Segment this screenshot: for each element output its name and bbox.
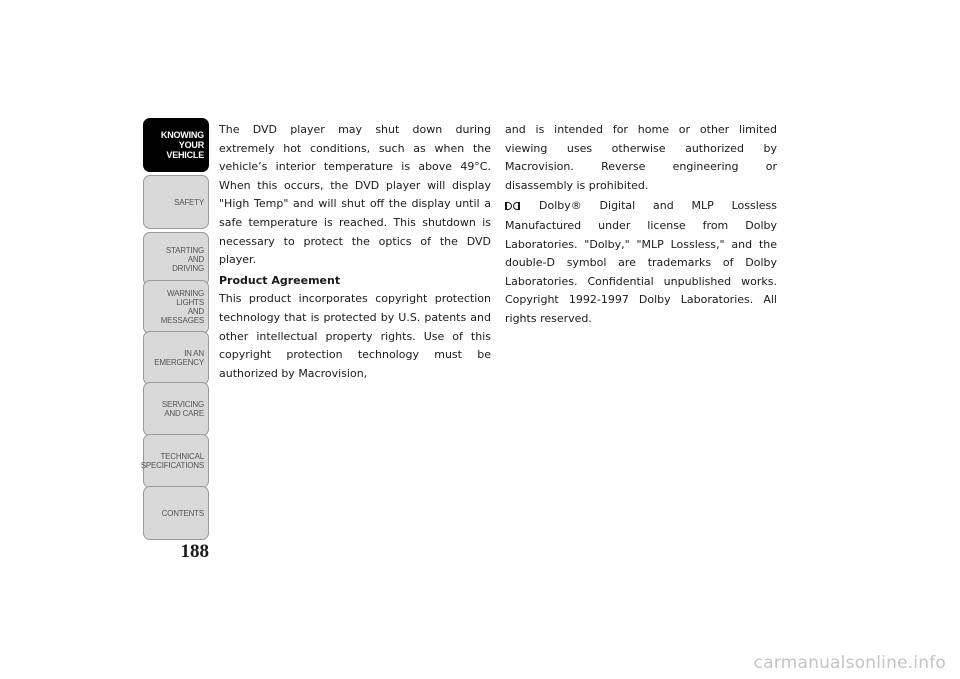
product-agreement-heading: Product Agreement — [219, 273, 341, 287]
tab-safety[interactable] — [143, 175, 209, 229]
tab-starting-and-driving[interactable] — [143, 232, 209, 286]
left-column — [219, 121, 491, 385]
tab-label: TECHNICAL SPECIFICATIONS — [140, 452, 204, 470]
tab-in-an-emergency[interactable] — [143, 331, 209, 385]
tab-knowing-your-vehicle[interactable] — [143, 118, 209, 172]
product-agreement-paragraph: This product incorporates copyright protection technology that is protected by U.S. patents and other intellectual property rights. Use of this copyright protection technology must be authorized by Macrovision, — [219, 292, 491, 380]
tab-label: SERVICING AND CARE — [161, 400, 204, 418]
tab-technical-specifications[interactable] — [140, 434, 209, 488]
dolby-double-d-icon — [505, 198, 521, 217]
tab-label: IN AN EMERGENCY — [154, 349, 204, 367]
tab-label: CONTENTS — [161, 508, 204, 518]
tab-label: KNOWING YOUR VEHICLE — [160, 130, 204, 160]
dvd-high-temp-paragraph: The DVD player may shut down during extremely hot conditions, such as when the vehicle’s interior temperature is above 49°C. When this occurs, the DVD player will display "High Temp" and will shut off the display until a safe temperature is reached. This shutdown is necessary to protect the optics of the DVD player. — [219, 123, 491, 267]
tab-warning-lights-and-messages[interactable] — [143, 280, 209, 334]
tab-contents[interactable] — [143, 486, 209, 540]
page-number: 188 — [180, 541, 209, 562]
tab-label: SAFETY — [174, 197, 204, 207]
macrovision-paragraph: and is intended for home or other limited viewing uses otherwise authorized by Macrovision. Reverse engineering or disassembly is prohibited. — [505, 123, 777, 192]
dolby-paragraph — [505, 197, 777, 328]
dolby-text: Dolby® Digital and MLP Lossless Manufactured under license from Dolby Laboratories. "Dolby," "MLP Lossless," and the double-D symbol are trademarks of Dolby Laboratories. Confidential unpublished works. Copyright 1992-1997 Dolby Laboratories. All rights reserved. — [505, 199, 777, 325]
tab-servicing-and-care[interactable] — [143, 382, 209, 436]
right-column — [505, 121, 777, 331]
watermark: carmanualsonline.info — [753, 653, 946, 673]
tab-label: STARTING AND DRIVING — [165, 245, 204, 273]
tab-label: WARNING LIGHTS AND MESSAGES — [160, 289, 204, 325]
